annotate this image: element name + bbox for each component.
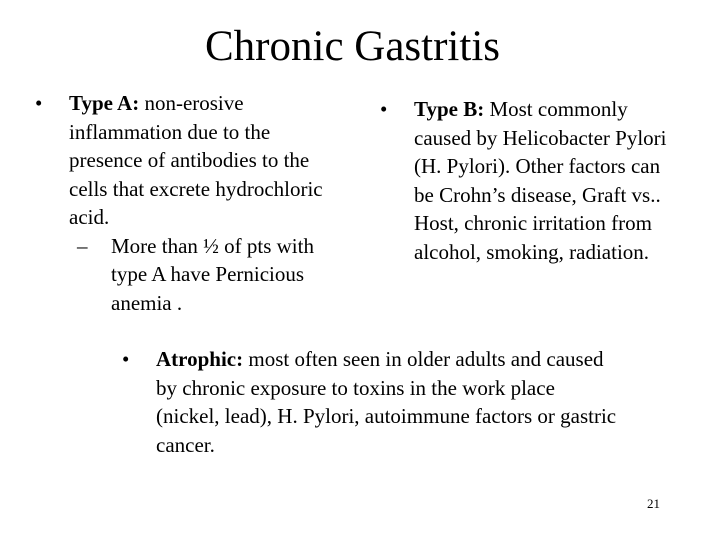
type-a-label: Type A: [69, 91, 140, 115]
slide-title: Chronic Gastritis [205, 23, 500, 70]
type-a-sub-text: More than ½ of pts with type A have Pernicious anemia . [111, 233, 314, 315]
atrophic-section [122, 345, 622, 459]
dash-marker: – [77, 233, 88, 258]
slide-number: 21 [647, 496, 660, 511]
type-a-section [35, 89, 335, 317]
type-b-bullet [380, 95, 670, 266]
type-a-sub-bullet [77, 232, 335, 318]
atrophic-text: most often seen in older adults and caused by chronic exposure to toxins in the work place (nickel, lead), H. Pylori, autoimmune factors or gastric cancer. [156, 347, 617, 457]
type-b-label: Type B: [414, 97, 485, 121]
type-a-text-wrapper [69, 89, 335, 232]
type-b-text: Most commonly caused by Helicobacter Pylori (H. Pylori). Other factors can be Crohn’s disease, Graft vs.. Host, chronic irritation from alcohol, smoking, radiation. [414, 97, 667, 264]
bullet-marker: • [380, 97, 388, 121]
type-b-text-wrapper [414, 95, 670, 266]
type-b-section [380, 95, 670, 266]
bullet-marker: • [35, 91, 43, 115]
atrophic-bullet [122, 345, 622, 459]
atrophic-text-wrapper [156, 345, 622, 459]
atrophic-label: Atrophic: [156, 347, 244, 371]
bullet-marker: • [122, 347, 130, 371]
type-a-bullet [35, 89, 335, 232]
type-a-text: non-erosive inflammation due to the presence of antibodies to the cells that excrete hydrochloric acid. [69, 91, 323, 229]
